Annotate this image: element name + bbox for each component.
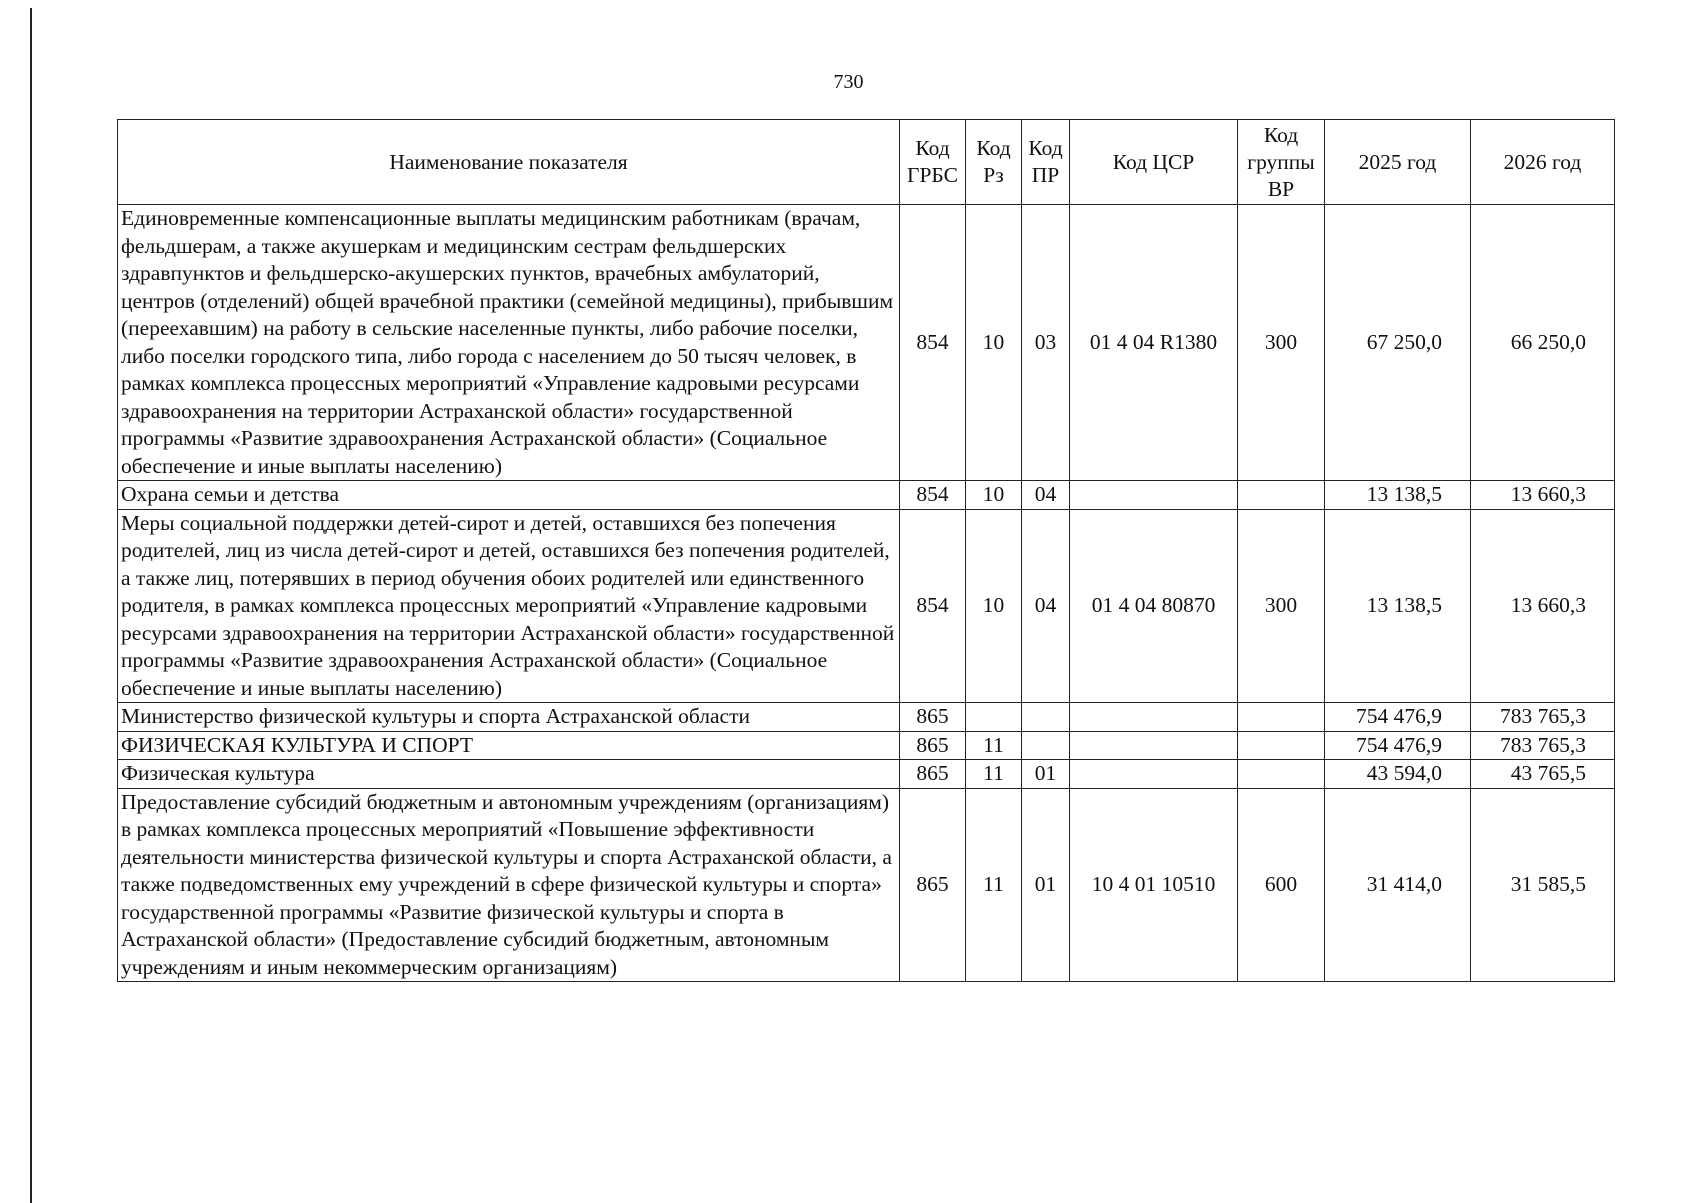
- row-2026: 13 660,3: [1471, 481, 1615, 510]
- row-name: Министерство физической культуры и спорта Астраханской области: [118, 703, 900, 732]
- row-grbs: 865: [900, 788, 966, 982]
- row-csr: 01 4 04 80870: [1070, 509, 1238, 703]
- header-2025: 2025 год: [1325, 120, 1471, 205]
- page-number: 730: [833, 71, 864, 93]
- row-grbs: 865: [900, 703, 966, 732]
- row-rz: 10: [966, 509, 1022, 703]
- left-margin-rule: [30, 8, 32, 1203]
- row-rz: [966, 703, 1022, 732]
- row-pr: [1022, 731, 1070, 760]
- row-csr: [1070, 703, 1238, 732]
- row-pr: [1022, 703, 1070, 732]
- table-row: [118, 205, 1615, 481]
- row-grbs: 865: [900, 760, 966, 789]
- row-name: Физическая культура: [118, 760, 900, 789]
- row-vr: [1238, 703, 1325, 732]
- row-csr: [1070, 760, 1238, 789]
- row-2025: 43 594,0: [1325, 760, 1471, 789]
- row-csr: 10 4 01 10510: [1070, 788, 1238, 982]
- row-vr: [1238, 481, 1325, 510]
- table-row: [118, 481, 1615, 510]
- row-2026: 783 765,3: [1471, 703, 1615, 732]
- row-csr: 01 4 04 R1380: [1070, 205, 1238, 481]
- row-grbs: 854: [900, 205, 966, 481]
- row-name: Предоставление субсидий бюджетным и автономным учреждениям (организациям) в рамках комплекса процессных мероприятий «Повышение эффективности деятельности министерства физической культуры и спорта Астраханской области, а также подведомственных ему учреждений в сфере физической культуры и спорта» государственной программы «Развитие физической культуры и спорта в Астраханской области» (Предоставление субсидий бюджетным, автономным учреждениям и иным некоммерческим организациям): [118, 788, 900, 982]
- row-2026: 66 250,0: [1471, 205, 1615, 481]
- row-vr: 300: [1238, 205, 1325, 481]
- row-name: Меры социальной поддержки детей-сирот и детей, оставшихся без попечения родителей, лиц из числа детей-сирот и детей, оставшихся без попечения родителей, а также лиц, потерявших в период обучения обоих родителей или единственного родителя, в рамках комплекса процессных мероприятий «Управление кадровыми ресурсами здравоохранения на территории Астраханской области» государственной программы «Развитие здравоохранения Астраханской области» (Социальное обеспечение и иные выплаты населению): [118, 509, 900, 703]
- header-2026: 2026 год: [1471, 120, 1615, 205]
- header-csr: Код ЦСР: [1070, 120, 1238, 205]
- row-2025: 13 138,5: [1325, 481, 1471, 510]
- header-name: Наименование показателя: [118, 120, 900, 205]
- table-row: [118, 788, 1615, 982]
- row-2026: 13 660,3: [1471, 509, 1615, 703]
- table-row: [118, 703, 1615, 732]
- row-pr: 03: [1022, 205, 1070, 481]
- row-name: Единовременные компенсационные выплаты медицинским работникам (врачам, фельдшерам, а также акушеркам и медицинским сестрам фельдшерских здравпунктов и фельдшерско-акушерских пунктов, врачебных амбулаторий, центров (отделений) общей врачебной практики (семейной медицины), прибывшим (переехавшим) на работу в сельские населенные пункты, либо рабочие поселки, либо поселки городского типа, либо города с населением до 50 тысяч человек, в рамках комплекса процессных мероприятий «Управление кадровыми ресурсами здравоохранения на территории Астраханской области» государственной программы «Развитие здравоохранения Астраханской области» (Социальное обеспечение и иные выплаты населению): [118, 205, 900, 481]
- row-pr: 04: [1022, 481, 1070, 510]
- row-2025: 754 476,9: [1325, 731, 1471, 760]
- row-rz: 10: [966, 205, 1022, 481]
- budget-table: [117, 119, 1615, 982]
- row-vr: [1238, 760, 1325, 789]
- row-2025: 31 414,0: [1325, 788, 1471, 982]
- row-2025: 67 250,0: [1325, 205, 1471, 481]
- row-pr: 01: [1022, 760, 1070, 789]
- row-2025: 754 476,9: [1325, 703, 1471, 732]
- table-row: [118, 509, 1615, 703]
- row-vr: 600: [1238, 788, 1325, 982]
- table-row: [118, 760, 1615, 789]
- header-vr: Код группы ВР: [1238, 120, 1325, 205]
- table-row: [118, 731, 1615, 760]
- header-grbs: Код ГРБС: [900, 120, 966, 205]
- row-name: Охрана семьи и детства: [118, 481, 900, 510]
- row-rz: 11: [966, 731, 1022, 760]
- row-pr: 01: [1022, 788, 1070, 982]
- row-grbs: 865: [900, 731, 966, 760]
- header-pr: Код ПР: [1022, 120, 1070, 205]
- row-rz: 10: [966, 481, 1022, 510]
- row-pr: 04: [1022, 509, 1070, 703]
- row-grbs: 854: [900, 481, 966, 510]
- header-row: [118, 120, 1615, 205]
- row-name: ФИЗИЧЕСКАЯ КУЛЬТУРА И СПОРТ: [118, 731, 900, 760]
- row-rz: 11: [966, 760, 1022, 789]
- row-vr: 300: [1238, 509, 1325, 703]
- header-rz: Код Рз: [966, 120, 1022, 205]
- row-2026: 31 585,5: [1471, 788, 1615, 982]
- row-rz: 11: [966, 788, 1022, 982]
- row-2026: 783 765,3: [1471, 731, 1615, 760]
- row-grbs: 854: [900, 509, 966, 703]
- row-2025: 13 138,5: [1325, 509, 1471, 703]
- row-csr: [1070, 481, 1238, 510]
- row-csr: [1070, 731, 1238, 760]
- row-2026: 43 765,5: [1471, 760, 1615, 789]
- row-vr: [1238, 731, 1325, 760]
